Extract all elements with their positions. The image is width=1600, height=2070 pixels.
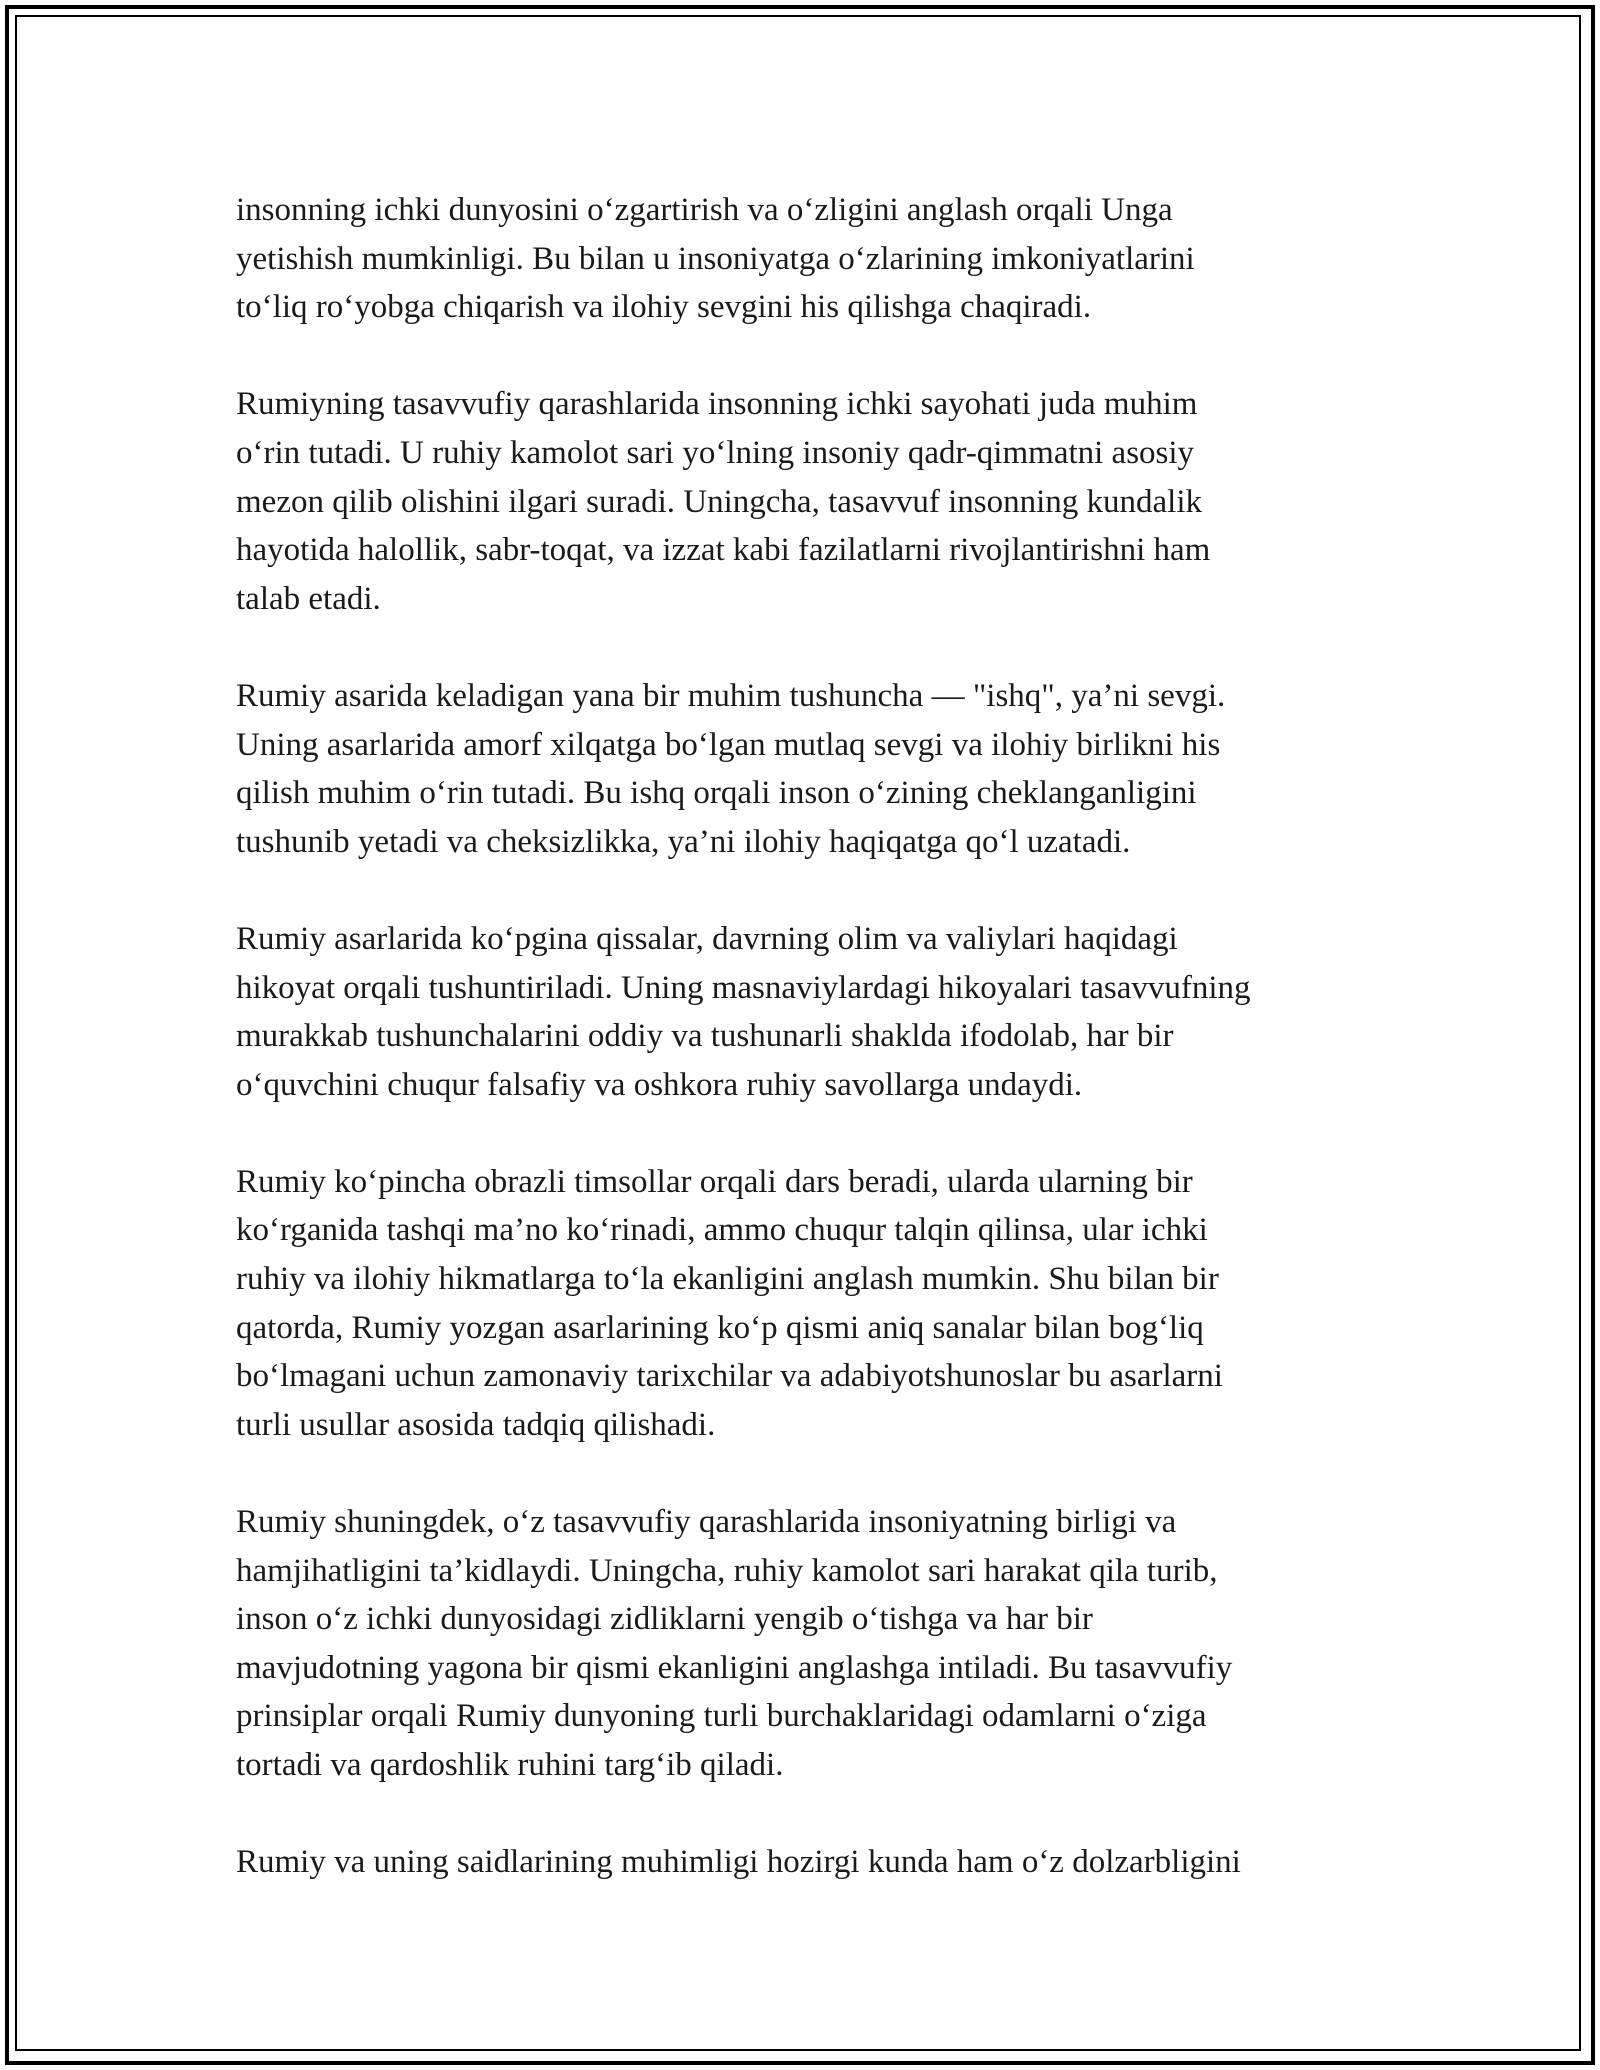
paragraph-3: Rumiy asarida keladigan yana bir muhim tushuncha — "ishq", ya’ni sevgi. Uning asarlarida amorf xilqatga bo‘lgan mutlaq sevgi va ilohiy birlikni his qilish muhim o‘rin tutadi. Bu ishq orqali inson o‘zining cheklanganligini tushunib yetadi va cheksizlikka, ya’ni ilohiy haqiqatga qo‘l uzatadi.: [236, 677, 1226, 860]
paragraph-2: Rumiyning tasavvufiy qarashlarida insonning ichki sayohati juda muhim o‘rin tutadi. U ruhiy kamolot sari yo‘lning insoniy qadr-qimmatni asosiy mezon qilib olishini ilgari suradi. Uningcha, tasavvuf insonning kundalik hayotida halollik, sabr-toqat, va izzat kabi fazilatlarni rivojlantirishni ham talab etadi.: [236, 386, 1211, 617]
paragraph-1: insonning ichki dunyosini o‘zgartirish va o‘zligini anglash orqali Unga yetishish mumkinligi. Bu bilan u insoniyatga o‘zlarining imkoniyatlarini to‘liq ro‘yobga chiqarish va ilohiy sevgini his qilishga chaqiradi.: [236, 192, 1195, 326]
paragraph-4: Rumiy asarlarida ko‘pgina qissalar, davrning olim va valiylari haqidagi hikoyat orqali tushuntiriladi. Uning masnaviylardagi hikoyalari tasavvufning murakkab tushunchalarini oddiy va tushunarli shaklda ifodolab, har bir o‘quvchini chuqur falsafiy va oshkora ruhiy savollarga undaydi.: [236, 920, 1251, 1103]
paragraph-7: Rumiy va uning saidlarining muhimligi hozirgi kunda ham o‘z dolzarbligini: [236, 1844, 1241, 1881]
paragraph-5: Rumiy ko‘pincha obrazli timsollar orqali dars beradi, ularda ularning bir ko‘rganida tashqi ma’no ko‘rinadi, ammo chuqur talqin qilinsa, ular ichki ruhiy va ilohiy hikmatlarga to‘la ekanligini anglash mumkin. Shu bilan bir qatorda, Rumiy yozgan asarlarining ko‘p qismi aniq sanalar bilan bog‘liq bo‘lmagani uchun zamonaviy tarixchilar va adabiyotshunoslar bu asarlarni turli usullar asosida tadqiq qilishadi.: [236, 1163, 1223, 1443]
document-body: [236, 186, 1376, 1935]
paragraph-6: Rumiy shuningdek, o‘z tasavvufiy qarashlarida insoniyatning birligi va hamjihatligini ta’kidlaydi. Uningcha, ruhiy kamolot sari harakat qila turib, inson o‘z ichki dunyosidagi zidliklarni yengib o‘tishga va har bir mavjudotning yagona bir qismi ekanligini anglashga intiladi. Bu tasavvufiy prinsiplar orqali Rumiy dunyoning turli burchaklaridagi odamlarni o‘ziga tortadi va qardoshlik ruhini targ‘ib qiladi.: [236, 1504, 1233, 1783]
